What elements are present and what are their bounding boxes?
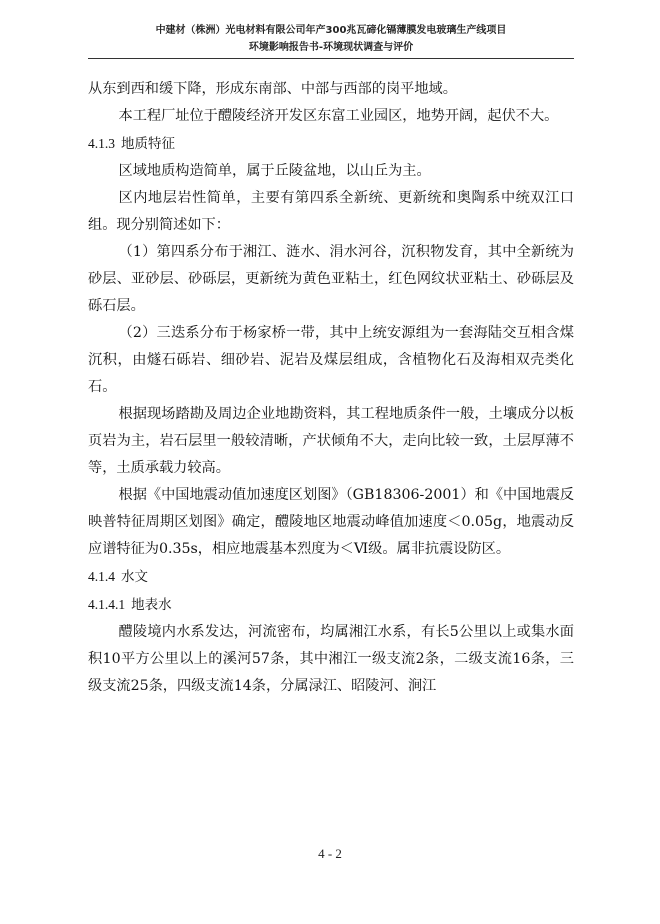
- paragraph-surface-water: 醴陵境内水系发达，河流密布，均属湘江水系，有长5公里以上或集水面积10平方公里以上的溪河57条，其中湘江一级支流2条，二级支流16条，三级支流25条，四级支流14条，分属渌江、昭陵河、涧江: [88, 624, 574, 694]
- header-report-section: 环境影响报告书-环境现状调查与评价: [248, 42, 414, 53]
- subsection-heading-surface-water: [88, 591, 574, 619]
- paragraph-triassic: （2）三迭系分布于杨家桥一带，其中上统安源组为一套海陆交互相含煤沉积，由燧石砾岩、细砂岩、泥岩及煤层组成，含植物化石及海相双壳类化石。: [88, 325, 574, 395]
- paragraph-engineering-geology: 根据现场踏勘及周边企业地勘资料，其工程地质条件一般，土壤成分以板页岩为主，岩石层里一般较清晰，产状倾角不大，走向比较一致，土层厚薄不等，土质承载力较高。: [88, 406, 574, 476]
- document-body: [88, 76, 574, 700]
- subsection-title: 地表水: [131, 597, 172, 613]
- paragraph-regional-structure: 区域地质构造简单，属于丘陵盆地，以山丘为主。: [118, 163, 431, 179]
- page-header: [88, 22, 574, 56]
- header-divider: [88, 58, 574, 59]
- page-number: 4 - 2: [318, 846, 342, 861]
- paragraph-quaternary: （1）第四系分布于湘江、涟水、涓水河谷，沉积物发育，其中全新统为砂层、亚砂层、砂砾层，更新统为黄色亚粘土，红色网纹状亚粘土、砂砾层及砾石层。: [88, 244, 574, 314]
- paragraph-site-location: 本工程厂址位于醴陵经济开发区东富工业园区，地势开阔，起伏不大。: [118, 108, 559, 124]
- section-number: 4.1.3: [88, 136, 115, 151]
- section-heading-geology: [88, 130, 574, 158]
- paragraph-seismic: 根据《中国地震动值加速度区划图》（GB18306-2001）和《中国地震反映普特征周期区划图》确定，醴陵地区地震动峰值加速度＜0.05g，地震动反应谱特征为0.35s，相应地震基本烈度为＜Ⅵ级。属非抗震设防区。: [88, 487, 574, 557]
- section-title: 水文: [121, 569, 148, 585]
- paragraph-terrain-continuation: 从东到西和缓下降，形成东南部、中部与西部的岗平地域。: [88, 81, 457, 97]
- section-heading-hydrology: [88, 563, 574, 591]
- subsection-number: 4.1.4.1: [88, 597, 126, 612]
- header-project-title: 中建材（株洲）光电材料有限公司年产300兆瓦碲化镉薄膜发电玻璃生产线项目: [155, 25, 507, 36]
- paragraph-strata-overview: 区内地层岩性简单，主要有第四系全新统、更新统和奥陶系中统双江口组。现分别简述如下：: [88, 190, 574, 233]
- section-number: 4.1.4: [88, 569, 115, 584]
- section-title: 地质特征: [121, 136, 175, 152]
